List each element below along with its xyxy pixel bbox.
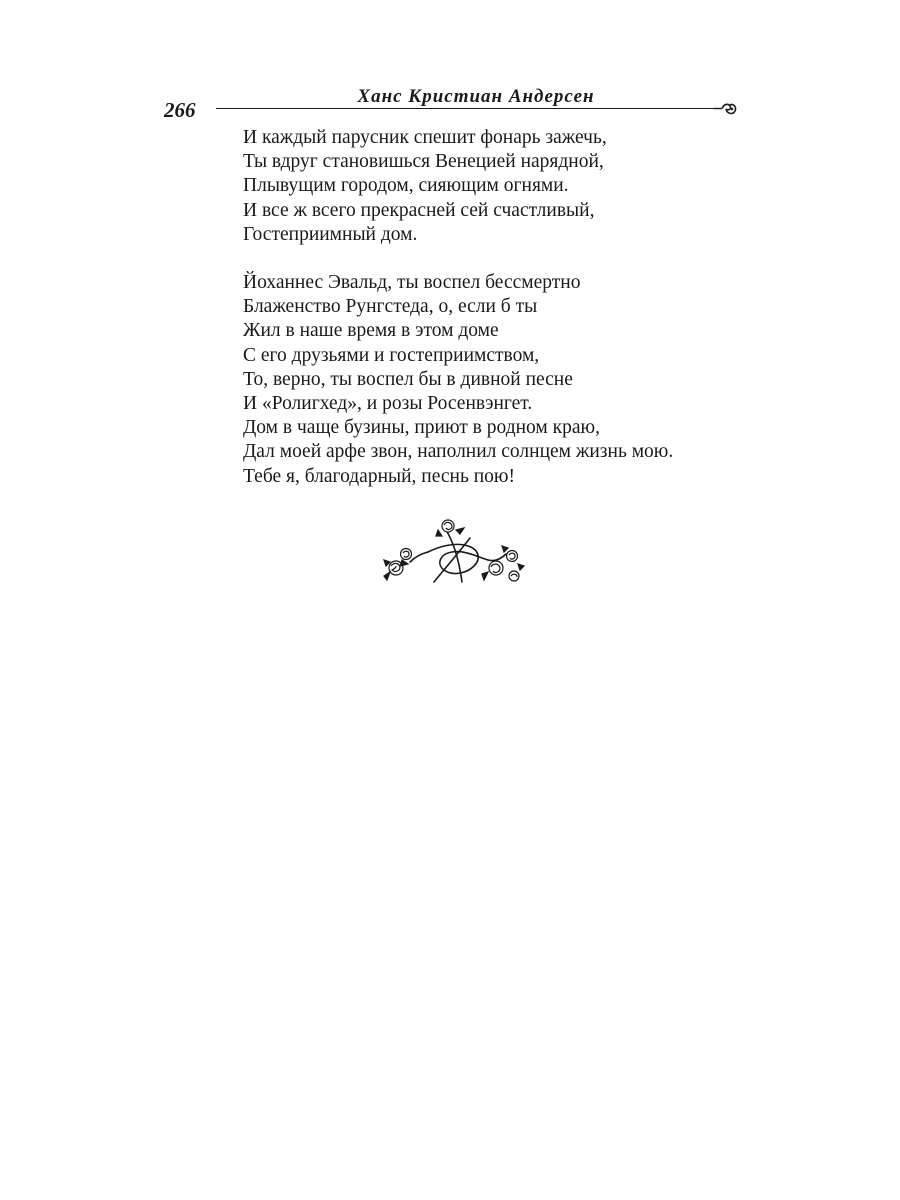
verse-line: Йоханнес Эвальд, ты воспел бессмертно	[243, 272, 581, 294]
verse-line: С его друзьями и гостеприимством,	[243, 344, 540, 366]
running-title: Ханс Кристиан Андерсен	[357, 86, 595, 107]
stanza	[243, 126, 803, 247]
verse-line: И все ж всего прекрасней сей счастливый,	[243, 199, 595, 221]
verse-line: Гостеприимный дом.	[243, 223, 418, 245]
page-number: 266	[164, 98, 196, 122]
rose-vignette-icon	[378, 516, 526, 590]
verse-line: Дом в чаще бузины, приют в родном краю,	[243, 417, 600, 439]
verse-line: Плывущим городом, сияющим огнями.	[243, 175, 569, 197]
verse-line: Жил в наше время в этом доме	[243, 320, 499, 342]
verse-line: Ты вдруг становишься Венецией нарядной,	[243, 151, 604, 173]
header-rule	[216, 108, 716, 109]
verse-line: То, верно, ты воспел бы в дивной песне	[243, 368, 573, 390]
stanza	[243, 271, 803, 489]
verse-line: И каждый парусник спешит фонарь зажечь,	[243, 127, 607, 148]
verse-line: И «Ролигхед», и розы Росенвэнгет.	[243, 393, 533, 415]
scroll-flourish-icon	[714, 99, 740, 119]
poem-text	[243, 126, 803, 489]
verse-line: Блаженство Рунгстеда, о, если б ты	[243, 296, 538, 318]
verse-line: Дал моей арфе звон, наполнил солнцем жизнь мою.	[243, 441, 674, 463]
verse-line: Тебе я, благодарный, песнь пою!	[243, 465, 515, 487]
